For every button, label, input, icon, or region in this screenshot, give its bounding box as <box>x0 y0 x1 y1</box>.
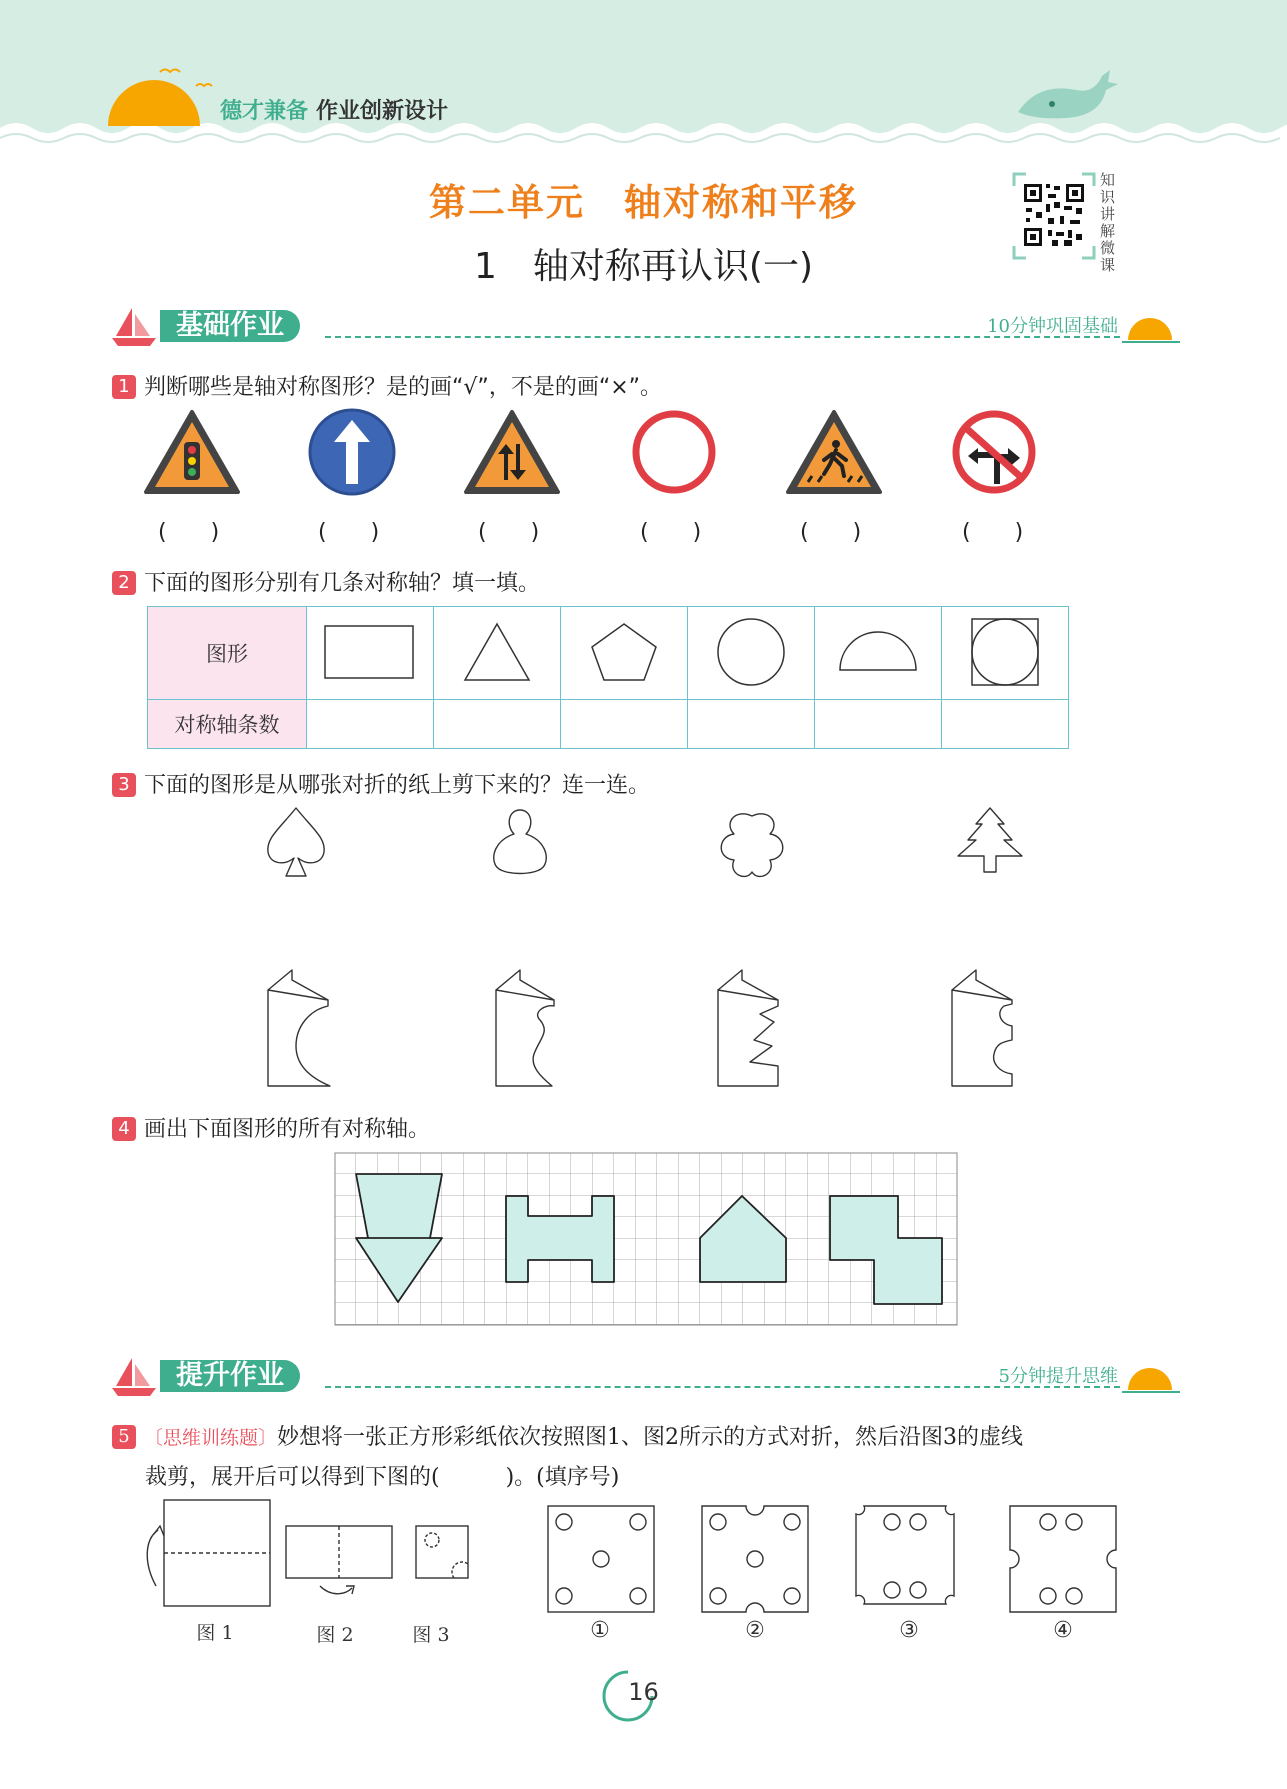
folded-paper-2 <box>496 970 554 1086</box>
fold-figure-3 <box>416 1526 468 1578</box>
question-1 <box>112 370 662 401</box>
section-label-basic: 基础作业 <box>160 310 300 342</box>
question-2 <box>112 566 540 597</box>
answer-cell[interactable] <box>434 700 561 749</box>
rectangle-shape <box>308 608 432 694</box>
answer-paren[interactable]: ( ) <box>158 520 220 545</box>
option-label-2[interactable]: ② <box>745 1618 765 1643</box>
option-label-3[interactable]: ③ <box>899 1618 919 1643</box>
section-basic <box>110 306 1180 346</box>
question-3-text: 下面的图形是从哪张对折的纸上剪下来的？连一连。 <box>144 773 651 798</box>
section-advanced <box>110 1356 1180 1396</box>
table-cell-circle <box>688 607 815 700</box>
traffic-signs <box>140 408 1060 500</box>
circle-in-square-shape <box>943 608 1067 694</box>
answer-paren[interactable]: ( ) <box>640 520 702 545</box>
lesson-title: 1 轴对称再认识(一) <box>474 246 813 287</box>
sun-icon <box>108 80 200 126</box>
answer-paren[interactable]: ( ) <box>800 520 862 545</box>
whale-icon <box>1018 70 1118 118</box>
brand-secondary: 作业创新设计 <box>316 99 449 124</box>
sailboat-icon <box>110 304 160 348</box>
folded-paper-3 <box>718 970 778 1086</box>
spade-shape <box>268 808 324 876</box>
table-cell-semicircle <box>815 607 942 700</box>
paper-cut-matching <box>240 800 1060 1090</box>
option-figure-1 <box>548 1506 654 1612</box>
pine-tree-shape <box>958 808 1022 872</box>
question-5 <box>112 1420 1023 1451</box>
question-4 <box>112 1112 430 1143</box>
unit-title: 第二单元 轴对称和平移 <box>429 181 858 224</box>
question-number: 1 <box>112 375 136 399</box>
option-label-1[interactable]: ① <box>590 1618 610 1643</box>
qr-caption: 知识讲解微课 <box>1100 171 1116 274</box>
brand <box>220 94 448 125</box>
question-number: 4 <box>112 1117 136 1141</box>
option-label-4[interactable]: ④ <box>1053 1618 1073 1643</box>
qr-code[interactable] <box>1012 172 1096 260</box>
question-2-text: 下面的图形分别有几条对称轴？填一填。 <box>144 571 541 596</box>
sunset-icon <box>1122 1364 1180 1396</box>
question-3 <box>112 768 650 799</box>
folded-paper-1 <box>268 970 330 1086</box>
folded-paper-4 <box>952 970 1012 1086</box>
no-vehicles-sign <box>636 414 712 490</box>
pentagon-shape <box>562 608 686 694</box>
bird-icon <box>160 70 180 73</box>
question-5-line2: 裁剪，展开后可以得到下图的( )。(填序号) <box>145 1465 620 1490</box>
table-row-shapes <box>148 607 1069 700</box>
straight-ahead-sign <box>310 410 394 494</box>
header-decoration <box>0 0 1287 150</box>
gourd-shape <box>494 810 547 874</box>
question-number: 2 <box>112 571 136 595</box>
fig-label-2: 图 2 <box>316 1624 354 1646</box>
answer-paren[interactable]: ( ) <box>318 520 380 545</box>
brand-primary: 德才兼备 <box>220 99 309 124</box>
header-band <box>0 0 1287 150</box>
symmetry-axis-table <box>147 606 1069 749</box>
question-5-line1: 妙想将一张正方形彩纸依次按照图1、图2所示的方式对折，然后沿图3的虚线 <box>277 1425 1024 1450</box>
answer-paren[interactable]: ( ) <box>478 520 540 545</box>
option-figure-2 <box>702 1506 808 1612</box>
sunset-icon <box>1122 314 1180 346</box>
table-header-axis-count: 对称轴条数 <box>148 700 307 749</box>
folding-figures <box>140 1494 1140 1626</box>
two-way-traffic-sign <box>466 412 558 492</box>
answer-cell[interactable] <box>561 700 688 749</box>
answer-cell[interactable] <box>815 700 942 749</box>
circle-shape <box>689 608 813 694</box>
grid-figures <box>334 1152 960 1328</box>
question-4-text: 画出下面图形的所有对称轴。 <box>144 1117 431 1142</box>
table-cell-triangle <box>434 607 561 700</box>
fold-figure-1 <box>147 1500 270 1606</box>
table-cell-rectangle <box>307 607 434 700</box>
question-5-tag: 〔思维训练题〕 <box>144 1427 278 1449</box>
table-cell-circle-in-square <box>942 607 1069 700</box>
section-tag-advanced: 5分钟提升思维 <box>998 1366 1118 1387</box>
fig-label-1: 图 1 <box>196 1622 234 1644</box>
answer-cell[interactable] <box>307 700 434 749</box>
option-figure-3 <box>856 1506 954 1604</box>
page-number: 16 <box>628 1678 659 1706</box>
question-number: 5 <box>112 1425 136 1449</box>
table-row-axis-count <box>148 700 1069 749</box>
section-tag-basic: 10分钟巩固基础 <box>987 316 1118 337</box>
table-cell-pentagon <box>561 607 688 700</box>
section-label-advanced: 提升作业 <box>160 1360 300 1392</box>
traffic-light-warning-sign <box>146 412 238 492</box>
pedestrian-crossing-sign <box>788 412 880 492</box>
question-number: 3 <box>112 773 136 797</box>
fold-figure-2 <box>286 1526 392 1594</box>
triangle-shape <box>435 608 559 694</box>
no-turn-sign <box>956 414 1032 490</box>
option-figure-4 <box>1010 1506 1116 1612</box>
table-header-shape: 图形 <box>148 607 307 700</box>
sailboat-icon <box>110 1354 160 1398</box>
question-1-text: 判断哪些是轴对称图形？是的画“√”，不是的画“×”。 <box>144 375 663 400</box>
answer-cell[interactable] <box>688 700 815 749</box>
fig-label-3: 图 3 <box>412 1624 450 1646</box>
answer-cell[interactable] <box>942 700 1069 749</box>
semicircle-shape <box>816 608 940 694</box>
answer-paren[interactable]: ( ) <box>962 520 1024 545</box>
clover-shape <box>721 814 783 877</box>
